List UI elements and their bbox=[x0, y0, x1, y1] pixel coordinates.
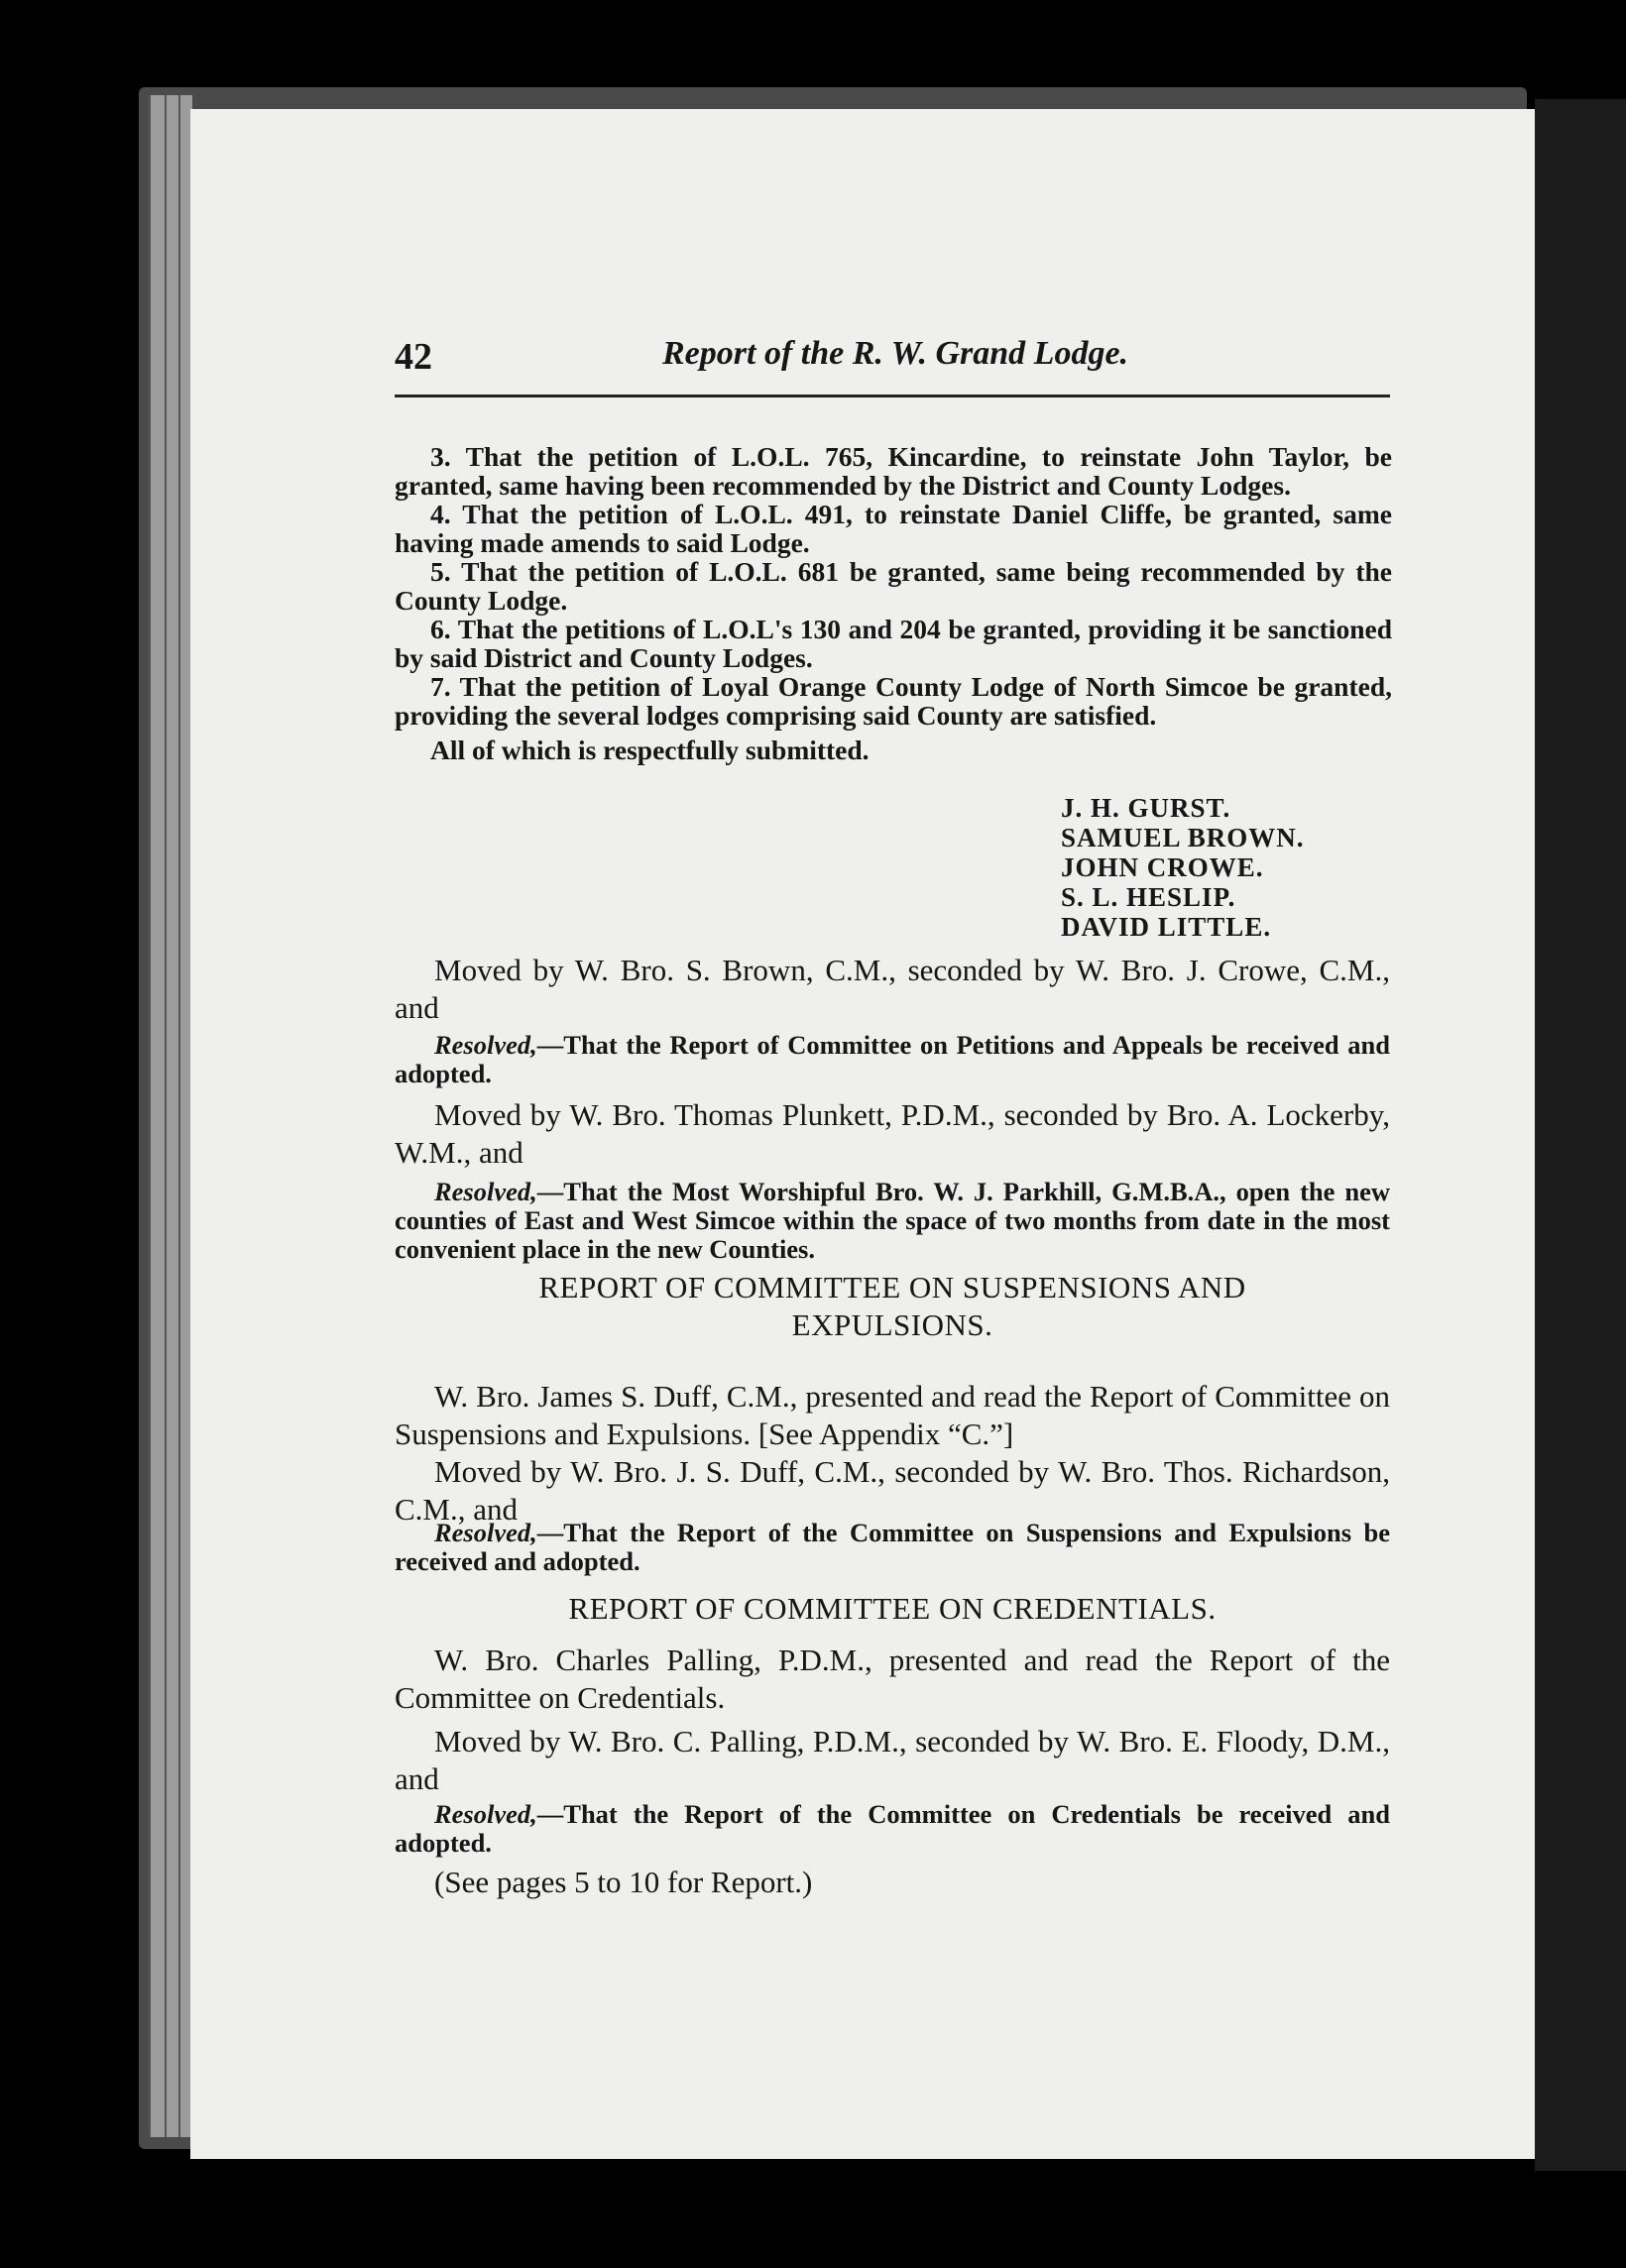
resolution-text: —That the Report of Committee on Petitions and Appeals be received and adopted. bbox=[395, 1030, 1390, 1088]
signatory: J. H. GURST. bbox=[1061, 793, 1231, 823]
credentials-body bbox=[395, 1642, 1390, 1798]
resolution-credentials bbox=[395, 1800, 1390, 1858]
heading-line: REPORT OF COMMITTEE ON SUSPENSIONS AND bbox=[538, 1270, 1246, 1304]
petition-item-3: 3. That the petition of L.O.L. 765, Kincardine, to reinstate John Taylor, be granted, same having been recommended by the District and County Lodges. bbox=[395, 441, 1392, 501]
resolution-text: —That the Most Worshipful Bro. W. J. Parkhill, G.M.B.A., open the new counties of East and West Simcoe within the space of two months from date in the most convenient place in the new Counties. bbox=[395, 1177, 1390, 1264]
page-number: 42 bbox=[395, 336, 432, 378]
document-page bbox=[190, 109, 1535, 2159]
petition-item-6: 6. That the petitions of L.O.L's 130 and 204 be granted, providing it be sanctioned by said District and County Lodges. bbox=[395, 614, 1392, 673]
header-rule bbox=[395, 395, 1390, 397]
resolved-keyword: Resolved, bbox=[434, 1518, 537, 1547]
heading-line: EXPULSIONS. bbox=[791, 1307, 993, 1342]
page-edge bbox=[165, 95, 178, 2137]
suspensions-para-2: Moved by W. Bro. J. S. Duff, C.M., seconded by W. Bro. Thos. Richardson, C.M., and bbox=[395, 1454, 1390, 1527]
page-edge bbox=[149, 95, 165, 2137]
petition-item-4: 4. That the petition of L.O.L. 491, to reinstate Daniel Cliffe, be granted, same having made amends to said Lodge. bbox=[395, 499, 1392, 558]
motion-1 bbox=[395, 952, 1390, 1027]
credentials-para-1: W. Bro. Charles Palling, P.D.M., presented and read the Report of the Committee on Credentials. bbox=[395, 1643, 1390, 1715]
motion-2 bbox=[395, 1096, 1390, 1172]
petition-item-5: 5. That the petition of L.O.L. 681 be granted, same being recommended by the County Lodge. bbox=[395, 556, 1392, 616]
signatory: S. L. HESLIP. bbox=[1061, 882, 1236, 912]
resolution-text: —That the Report of the Committee on Credentials be received and adopted. bbox=[395, 1799, 1390, 1858]
resolution-suspensions bbox=[395, 1519, 1390, 1576]
signatory: DAVID LITTLE. bbox=[1061, 912, 1272, 942]
motion-text: Moved by W. Bro. S. Brown, C.M., seconded by W. Bro. J. Crowe, C.M., and bbox=[395, 953, 1390, 1025]
resolved-keyword: Resolved, bbox=[434, 1177, 537, 1206]
running-title: Report of the R. W. Grand Lodge. bbox=[662, 335, 1129, 372]
suspensions-body bbox=[395, 1378, 1390, 1529]
suspensions-para-1: W. Bro. James S. Duff, C.M., presented and read the Report of Committee on Suspensions and Expulsions. [See Appendix “C.”] bbox=[395, 1379, 1390, 1451]
resolution-2 bbox=[395, 1178, 1390, 1264]
resolved-keyword: Resolved, bbox=[434, 1799, 537, 1829]
signatory: JOHN CROWE. bbox=[1061, 852, 1264, 882]
signatory: SAMUEL BROWN. bbox=[1061, 823, 1305, 852]
heading-credentials: REPORT OF COMMITTEE ON CREDENTIALS. bbox=[568, 1591, 1217, 1626]
signatories bbox=[1061, 793, 1305, 942]
submitted-line: All of which is respectfully submitted. bbox=[430, 735, 870, 765]
facing-page-shadow bbox=[1535, 99, 1626, 2171]
note-text: (See pages 5 to 10 for Report.) bbox=[434, 1865, 813, 1899]
credentials-note bbox=[395, 1864, 1390, 1901]
credentials-para-2: Moved by W. Bro. C. Palling, P.D.M., seconded by W. Bro. E. Floody, D.M., and bbox=[395, 1724, 1390, 1796]
resolved-keyword: Resolved, bbox=[434, 1030, 537, 1060]
motion-text: Moved by W. Bro. Thomas Plunkett, P.D.M., seconded by Bro. A. Lockerby, W.M., and bbox=[395, 1097, 1390, 1170]
resolution-text: —That the Report of the Committee on Suspensions and Expulsions be received and adopted. bbox=[395, 1518, 1390, 1576]
petition-item-7: 7. That the petition of Loyal Orange County Lodge of North Simcoe be granted, providing the several lodges comprising said County are satisfied. bbox=[395, 671, 1392, 731]
resolution-1 bbox=[395, 1031, 1390, 1088]
heading-suspensions bbox=[395, 1269, 1390, 1344]
petition-items bbox=[395, 442, 1392, 764]
